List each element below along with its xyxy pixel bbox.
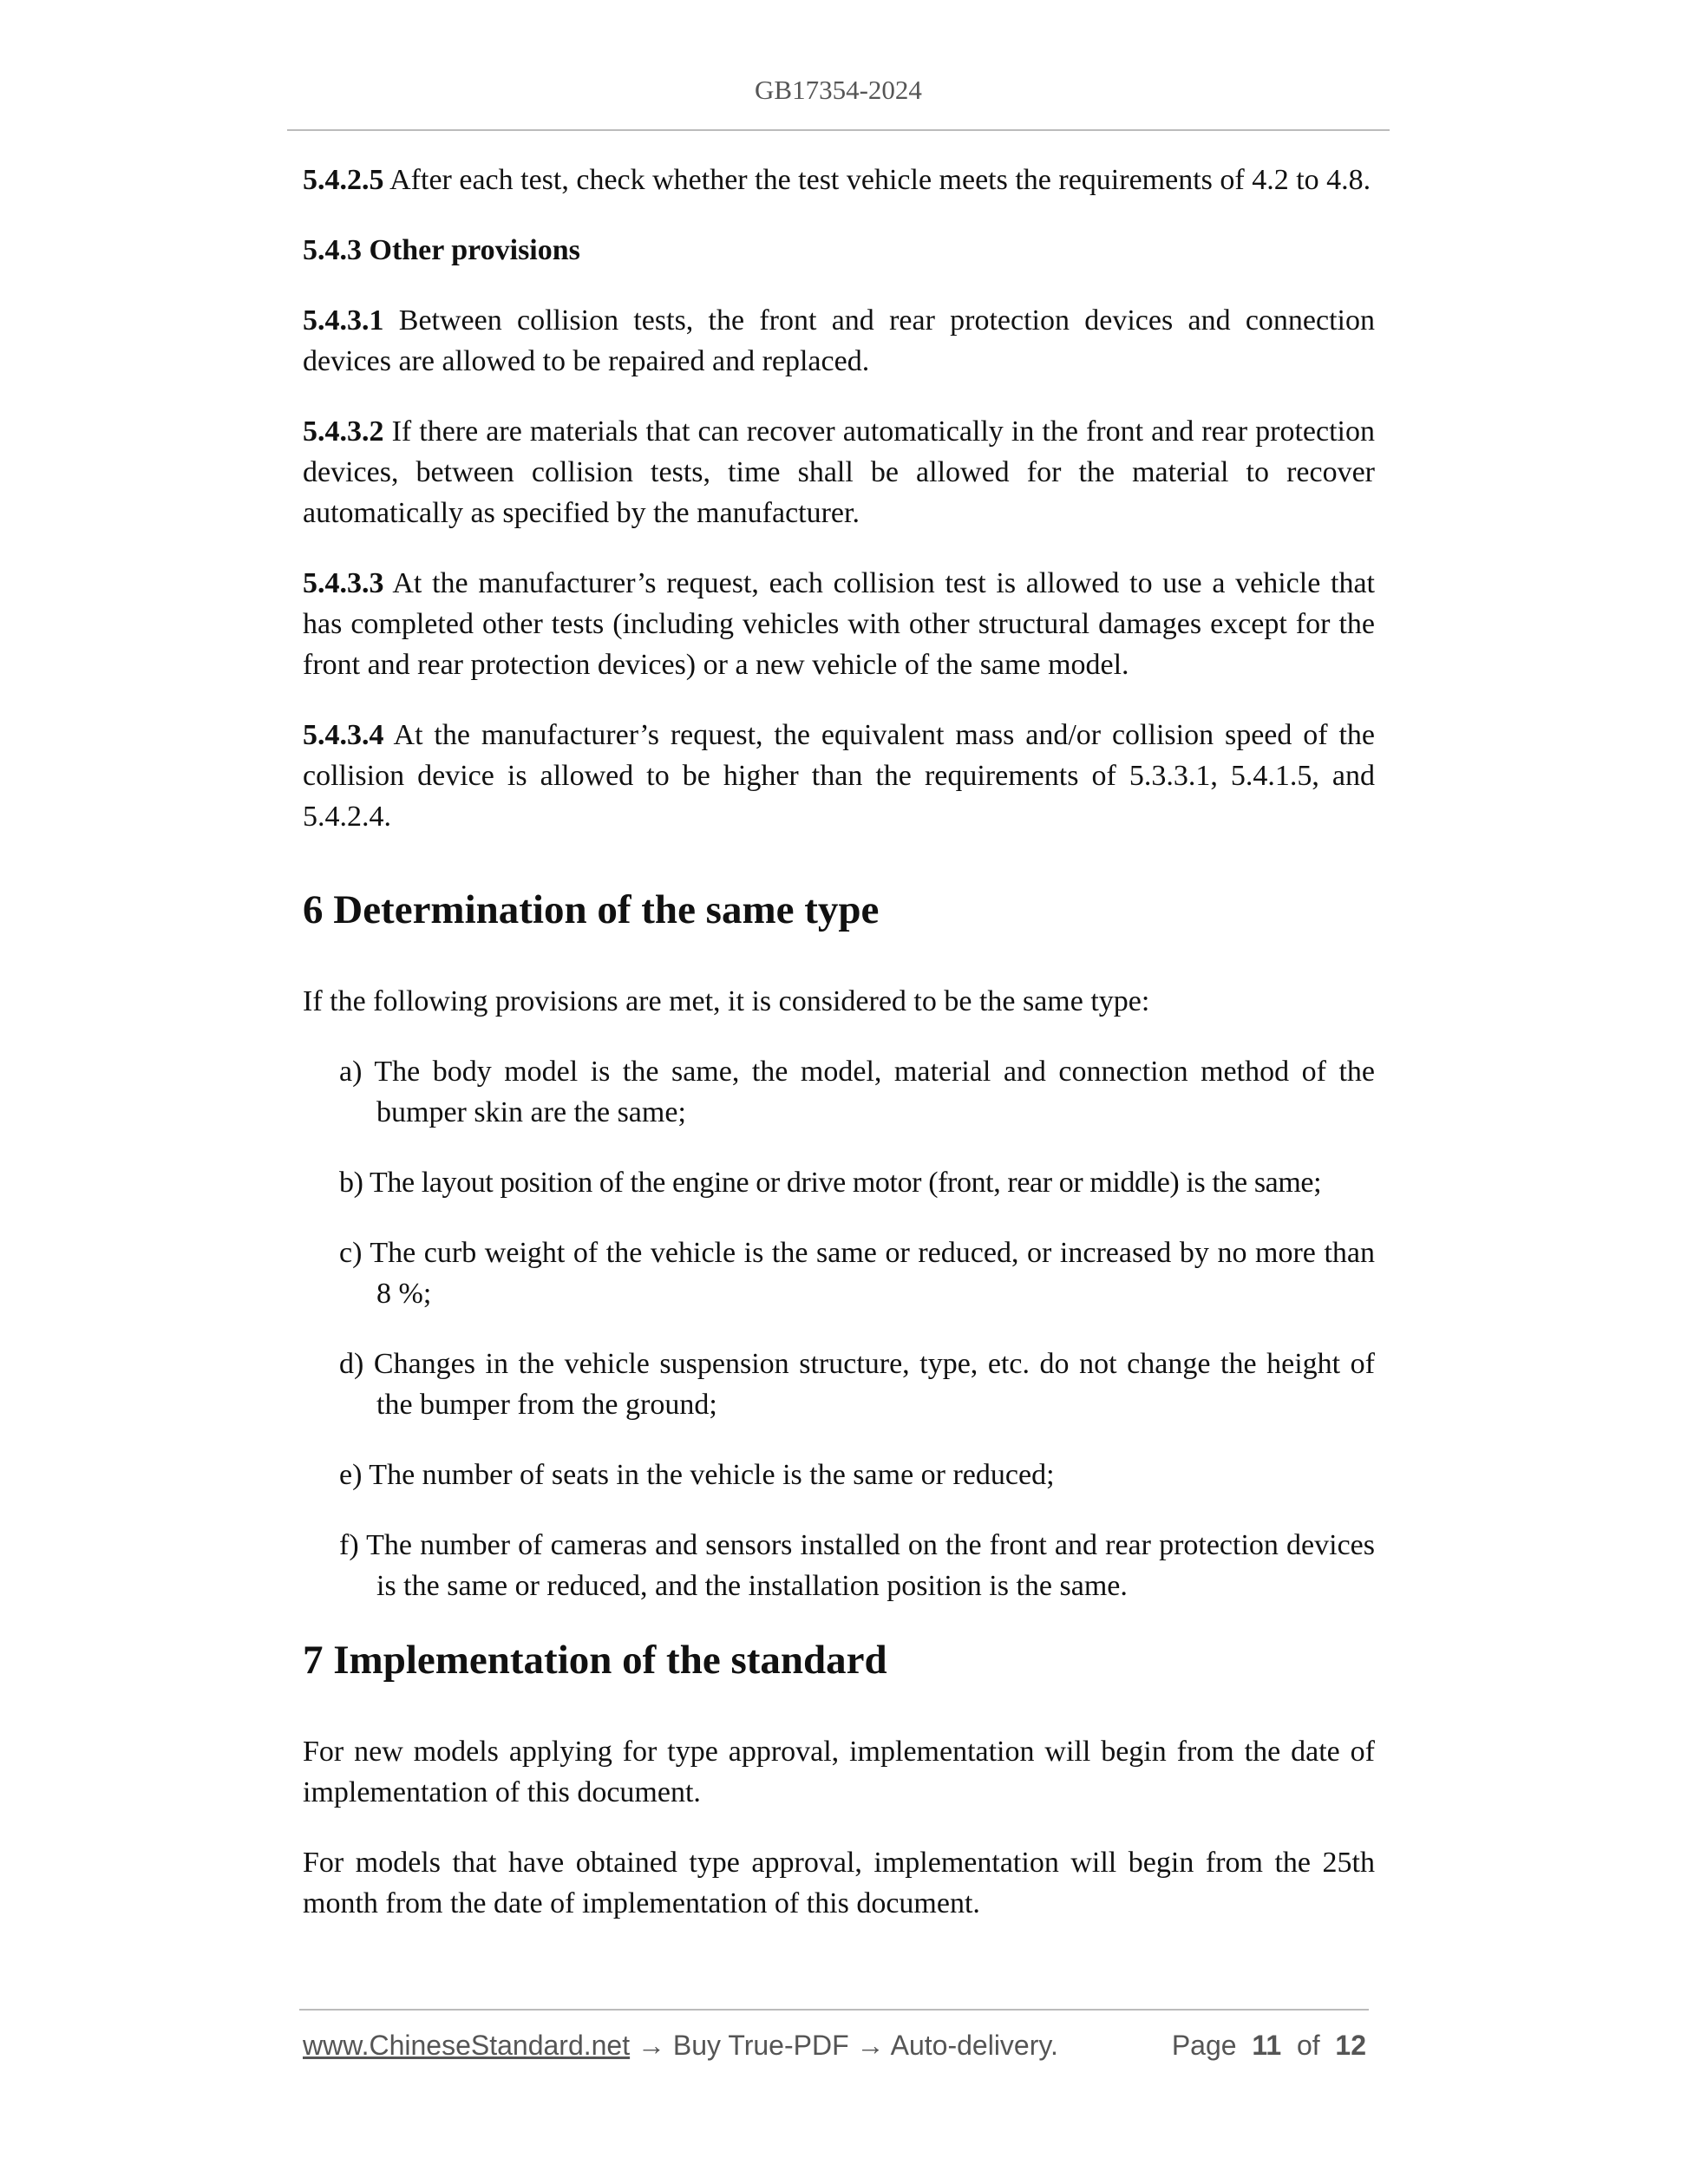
section-7-paragraph-1: For new models applying for type approval, implementation will begin from the date of implementation of this document. (303, 1736, 1375, 1808)
section-6-intro: If the following provisions are met, it is considered to be the same type: (303, 985, 1150, 1017)
clause-5-4-2-5 (303, 160, 1375, 200)
total-page-number: 12 (1335, 2030, 1366, 2061)
arrow-right-icon: → (638, 2030, 665, 2061)
subsection-heading-5-4-3: 5.4.3 Other provisions (303, 234, 580, 266)
page-label: Page (1171, 2030, 1237, 2061)
auto-delivery-text: Auto-delivery. (890, 2030, 1058, 2061)
section-7-paragraph-2: For models that have obtained type approval, implementation will begin from the 25th month from the date of implementation of this document. (303, 1847, 1375, 1919)
list-item: f) The number of cameras and sensors installed on the front and rear protection devices is the same or reduced, and the installation position is the same. (339, 1529, 1375, 1602)
document-body (303, 160, 1375, 1953)
website-link[interactable]: www.ChineseStandard.net (303, 2030, 631, 2061)
clause-text: If there are materials that can recover automatically in the front and rear protection devices, between collision tests, time shall be allowed for the material to recover automatically as specified by the manufacturer. (303, 415, 1375, 529)
clause-number: 5.4.3.2 (303, 415, 384, 448)
list-item: e) The number of seats in the vehicle is the same or reduced; (339, 1459, 1055, 1491)
clause-5-4-3-1 (303, 300, 1375, 382)
arrow-right-icon: → (856, 2030, 885, 2061)
section-heading-6: 6 Determination of the same type (303, 887, 880, 932)
buy-pdf-text: Buy True-PDF (672, 2030, 849, 2061)
clause-text: At the manufacturer’s request, the equivalent mass and/or collision speed of the collision device is allowed to be higher than the requirements of 5.3.3.1, 5.4.1.5, and 5.4.2.4. (303, 719, 1375, 833)
footer-divider (299, 2009, 1369, 2011)
clause-number: 5.4.3.3 (303, 567, 384, 599)
clause-text: Between collision tests, the front and rear protection devices and connection devices are allowed to be repaired and replaced. (303, 304, 1375, 377)
clause-5-4-3-2 (303, 411, 1375, 533)
page-indicator (1172, 2026, 1366, 2064)
list-item: b) The layout position of the engine or drive motor (front, rear or middle) is the same; (339, 1167, 1322, 1199)
clause-text: At the manufacturer’s request, each collision test is allowed to use a vehicle that has completed other tests (including vehicles with other structural damages except for the front and rear protection devices) or a new vehicle of the same model. (303, 567, 1376, 681)
current-page-number: 11 (1252, 2030, 1282, 2061)
clause-5-4-3-3 (303, 563, 1375, 685)
section-heading-7: 7 Implementation of the standard (303, 1638, 887, 1683)
clause-number: 5.4.3.4 (303, 719, 384, 751)
list-item: a) The body model is the same, the model, material and connection method of the bumper skin are the same; (339, 1056, 1375, 1128)
same-type-criteria-list (303, 1051, 1375, 1606)
list-item: c) The curb weight of the vehicle is the same or reduced, or increased by no more than 8 %; (339, 1237, 1375, 1310)
header-divider (287, 129, 1390, 131)
of-label: of (1296, 2030, 1320, 2061)
page-footer (303, 2026, 1366, 2064)
clause-number: 5.4.3.1 (303, 304, 384, 337)
list-item: d) Changes in the vehicle suspension structure, type, etc. do not change the height of the bumper from the ground; (339, 1348, 1375, 1421)
clause-5-4-3-4 (303, 715, 1375, 837)
document-id-header: GB17354-2024 (755, 75, 922, 105)
clause-text: After each test, check whether the test vehicle meets the requirements of 4.2 to 4.8. (389, 164, 1371, 196)
clause-number: 5.4.2.5 (303, 164, 384, 196)
